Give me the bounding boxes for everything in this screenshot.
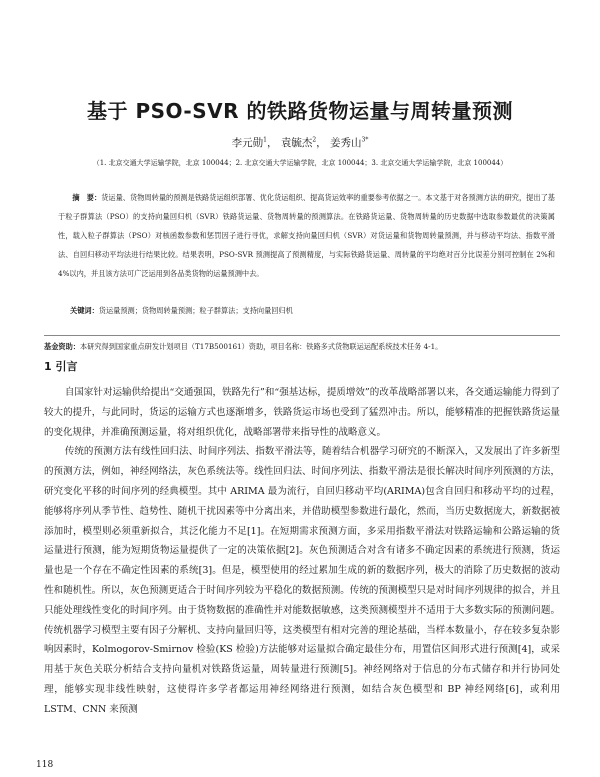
affiliations: （1. 北京交通大学运输学院，北京 100044；2. 北京交通大学运输学院，北京 100044；3. 北京交通大学运输学院，北京 100044） [92,159,508,167]
body-text [44,383,560,720]
author-2-sup: 2 [312,136,317,144]
keywords-label: 关键词： [70,306,99,315]
author-3-sup: 3* [361,136,369,144]
keywords-text: 货运量预测；货物周转量预测；粒子群算法；支持向量回归机 [98,306,293,315]
funding-label: 基金资助： [44,342,80,351]
abstract-text: 货运量、货物周转量的预测是铁路货运组织部署、优化货运组织、提高货运效率的重要参考依据之一。本文基于对各预测方法的研究，提出了基于粒子群算法（PSO）的支持向量回归机（SVR）铁路货运量、货物周转量的预测算法。在铁路货运量、货物周转量的历史数据中选取参数最优的决策属性，载入粒子群算法（PSO）对核函数参数和惩罚因子进行寻优，求解支持向量回归机（SVR）对货运量和货物周转量预测，并与移动平均法、指数平滑法、自回归移动平均法进行结果比较。结果表明，PSO-SVR 预测提高了预测精度，与实际铁路货运量、周转量的平均绝对百分比误差分别可控制在 2%和 4%以内，并且该方法可广泛运用到各品类货物的运量预测中去。 [58,193,555,278]
abstract-label: 摘 要： [72,193,102,202]
author-2: 袁毓杰 [280,137,313,149]
paragraph: 自国家针对运输供给提出“交通强国，铁路先行”和“强基达标，提质增效”的改革战略部署以来，各交通运输能力得到了较大的提升，与此同时，货运的运输方式也逐渐增多，铁路货运市场也受到了猛烈冲击。所以，能够精准的把握铁路货运量的变化规律，并准确预测运量，将对组织优化，战略部署带来指导性的战略意义。 [44,387,560,438]
author-3: 姜秀山 [330,137,362,149]
page-number: 118 [36,760,54,770]
paragraph: 传统的预测方法有线性回归法、时间序列法、指数平滑法等，随着结合机器学习研究的不断深入，又发展出了许多新型的预测方法，例如，神经网络法，灰色系统法等。线性回归法、时间序列法、指数平滑法是很长解决时间序列预测的方法，研究变化平移的时间序列的经典模型。其中 ARIMA 最为流行，自回归移动平均(ARIMA)包含自回归和移动平均的过程，能够将序列从季节性、趋势性、随机干扰因素等中分离出来，并借助模型参数进行最化，然而，当历史数据庞大，新数据被添加时，模型则必须重新拟合，其泛化能力不足[1]。在短期需求预测方面，多采用指数平滑法对铁路运输和公路运输的货运量进行预测，能为短期货物运量提供了一定的决策依据[2]。灰色预测适合对含有诸多不确定因素的系统进行预测，货运量也是一个存在不确定性因素的系统[3]。但是，模型使用的经过累加生成的新的数据序列，极大的消除了历史数据的波动性和随机性。所以，灰色预测更适合于时间序列较为平稳化的数据预测。传统的预测模型只是对时间序列规律的拟合，并且只能处理线性变化的时间序列。由于货物数据的准确性并对能数据敏感，这类预测模型并不适用于大多数实际的预测问题。传统机器学习模型主要有因子分解机、支持向量回归等，这类模型有相对完善的理论基础，当样本数量小，存在较多复杂影响因素时，Kolmogorov-Smirnov 检验(KS 检验)方法能够对运量拟合确定最佳分布，用置信区间形式进行预测[4]，或采用基于灰色关联分析结合支持向量机对铁路货运量，周转量进行预测[5]。神经网络对于信息的分布式储存和并行协同处理，能够实现非线性映射，这使得许多学者都运用神经网络进行预测，如结合灰色模型和 BP 神经网络[6]，或利用 LSTM、CNN 来预测 [44,446,560,715]
author-list: 李元勋$^1$， 袁毓杰$^2$， 姜秀山$^{3*}$ [231,136,369,149]
paper-title: 基于 PSO-SVR 的铁路货物运量与周转量预测 [87,99,513,123]
author-1: 李元勋 [231,137,264,149]
author-1-sup: 1 [263,136,267,144]
section-heading: 1 引言 [44,360,78,373]
funding-text: 本研究得到国家重点研发计划项目（T17B500161）资助，项目名称：铁路多式货物联运运配系统技术任务 4-1。 [79,342,443,351]
funding-note [44,335,560,352]
abstract [58,188,555,283]
keywords [70,306,555,316]
